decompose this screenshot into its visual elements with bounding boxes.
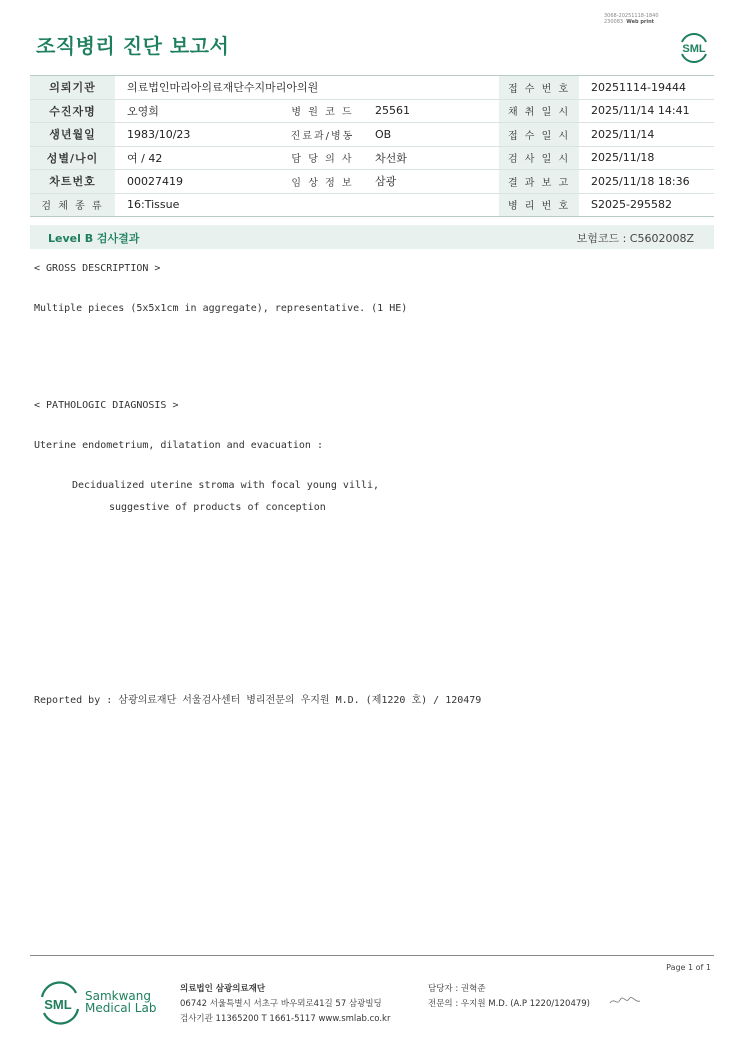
footer-address: 06742 서울특별시 서초구 바우뫼로41길 57 삼광빌딩 <box>180 999 382 1009</box>
print-id: 3068-20251118-1840 <box>604 13 659 19</box>
sml-logo-icon <box>676 28 712 64</box>
info-value: OB <box>363 123 499 147</box>
info-value: 오영희 <box>115 99 282 123</box>
gross-heading: < GROSS DESCRIPTION > <box>34 263 161 274</box>
info-row <box>30 146 714 170</box>
print-meta <box>604 13 659 25</box>
signature-icon <box>608 994 642 1008</box>
brand-line-2: Medical Lab <box>85 1001 157 1015</box>
info-label: 임 상 정 보 <box>282 170 363 194</box>
svg-text:SML: SML <box>682 43 706 55</box>
footer-contact: 검사기관 11365200 T 1661-5117 www.smlab.co.kr <box>180 1014 391 1024</box>
reported-by: Reported by : 삼광의료재단 서울검사센터 병리전문의 우지원 M.D. (제1220 호) / 120479 <box>34 695 482 706</box>
info-value: 2025/11/14 14:41 <box>579 99 714 123</box>
info-label: 검 체 종 류 <box>30 193 115 217</box>
info-label: 결 과 보 고 <box>499 170 579 194</box>
result-level-title: Level B 검사결과 <box>48 232 140 245</box>
info-label: 접 수 번 호 <box>499 76 579 100</box>
footer-brand <box>85 990 156 1014</box>
footer-manager: 담당자 : 권혁준 <box>428 984 486 994</box>
info-value: 16:Tissue <box>115 193 282 217</box>
info-value: 20251114-19444 <box>579 76 714 100</box>
info-label: 생년월일 <box>30 123 115 147</box>
info-label: 검 사 일 시 <box>499 146 579 170</box>
svg-text:SML: SML <box>44 997 72 1012</box>
info-value: 25561 <box>363 99 499 123</box>
diagnosis-site: Uterine endometrium, dilatation and evacuation : <box>34 440 323 451</box>
print-mode: 230083 Web print <box>604 19 655 25</box>
footer-staff-block <box>428 982 590 1012</box>
gross-text: Multiple pieces (5x5x1cm in aggregate), representative. (1 HE) <box>34 303 408 314</box>
report-title: 조직병리 진단 보고서 <box>36 34 230 58</box>
info-label: 진료과/병동 <box>282 123 363 147</box>
info-value: 2025/11/18 18:36 <box>579 170 714 194</box>
info-row <box>30 76 714 100</box>
diagnosis-heading: < PATHOLOGIC DIAGNOSIS > <box>34 400 179 411</box>
info-label: 차트번호 <box>30 170 115 194</box>
samkwang-logo-icon <box>38 981 82 1025</box>
info-label: 수진자명 <box>30 99 115 123</box>
footer-divider <box>30 955 714 956</box>
info-label: 병 리 번 호 <box>499 193 579 217</box>
info-value: 2025/11/14 <box>579 123 714 147</box>
info-label: 접 수 일 시 <box>499 123 579 147</box>
brand-line-1: Samkwang <box>85 989 151 1003</box>
info-label: 병 원 코 드 <box>282 99 363 123</box>
info-label: 성별/나이 <box>30 146 115 170</box>
info-value: 차선화 <box>363 146 499 170</box>
info-row <box>30 193 714 217</box>
info-label: 담 당 의 사 <box>282 146 363 170</box>
info-value: 여 / 42 <box>115 146 282 170</box>
info-value: 삼광 <box>363 170 499 194</box>
footer-address-block <box>180 982 390 1027</box>
insurance-code: 보험코드 : C5602008Z <box>576 232 694 245</box>
info-row <box>30 123 714 147</box>
page-number: Page 1 of 1 <box>666 963 711 972</box>
info-value <box>363 193 499 217</box>
info-label <box>282 193 363 217</box>
info-value: 00027419 <box>115 170 282 194</box>
diagnosis-line-2: suggestive of products of conception <box>109 502 326 513</box>
info-row <box>30 170 714 194</box>
footer-specialist: 전문의 : 우지원 M.D. (A.P 1220/120479) <box>428 999 590 1009</box>
info-label: 의뢰기관 <box>30 76 115 100</box>
info-value: 의료법인마리아의료재단수지마리아의원 <box>115 76 499 100</box>
info-value: 1983/10/23 <box>115 123 282 147</box>
info-value: 2025/11/18 <box>579 146 714 170</box>
diagnosis-line-1: Decidualized uterine stroma with focal young villi, <box>72 480 380 491</box>
info-label: 채 취 일 시 <box>499 99 579 123</box>
info-value: S2025-295582 <box>579 193 714 217</box>
info-row <box>30 99 714 123</box>
patient-info-table <box>30 75 714 217</box>
footer-org: 의료법인 삼광의료재단 <box>180 984 266 994</box>
